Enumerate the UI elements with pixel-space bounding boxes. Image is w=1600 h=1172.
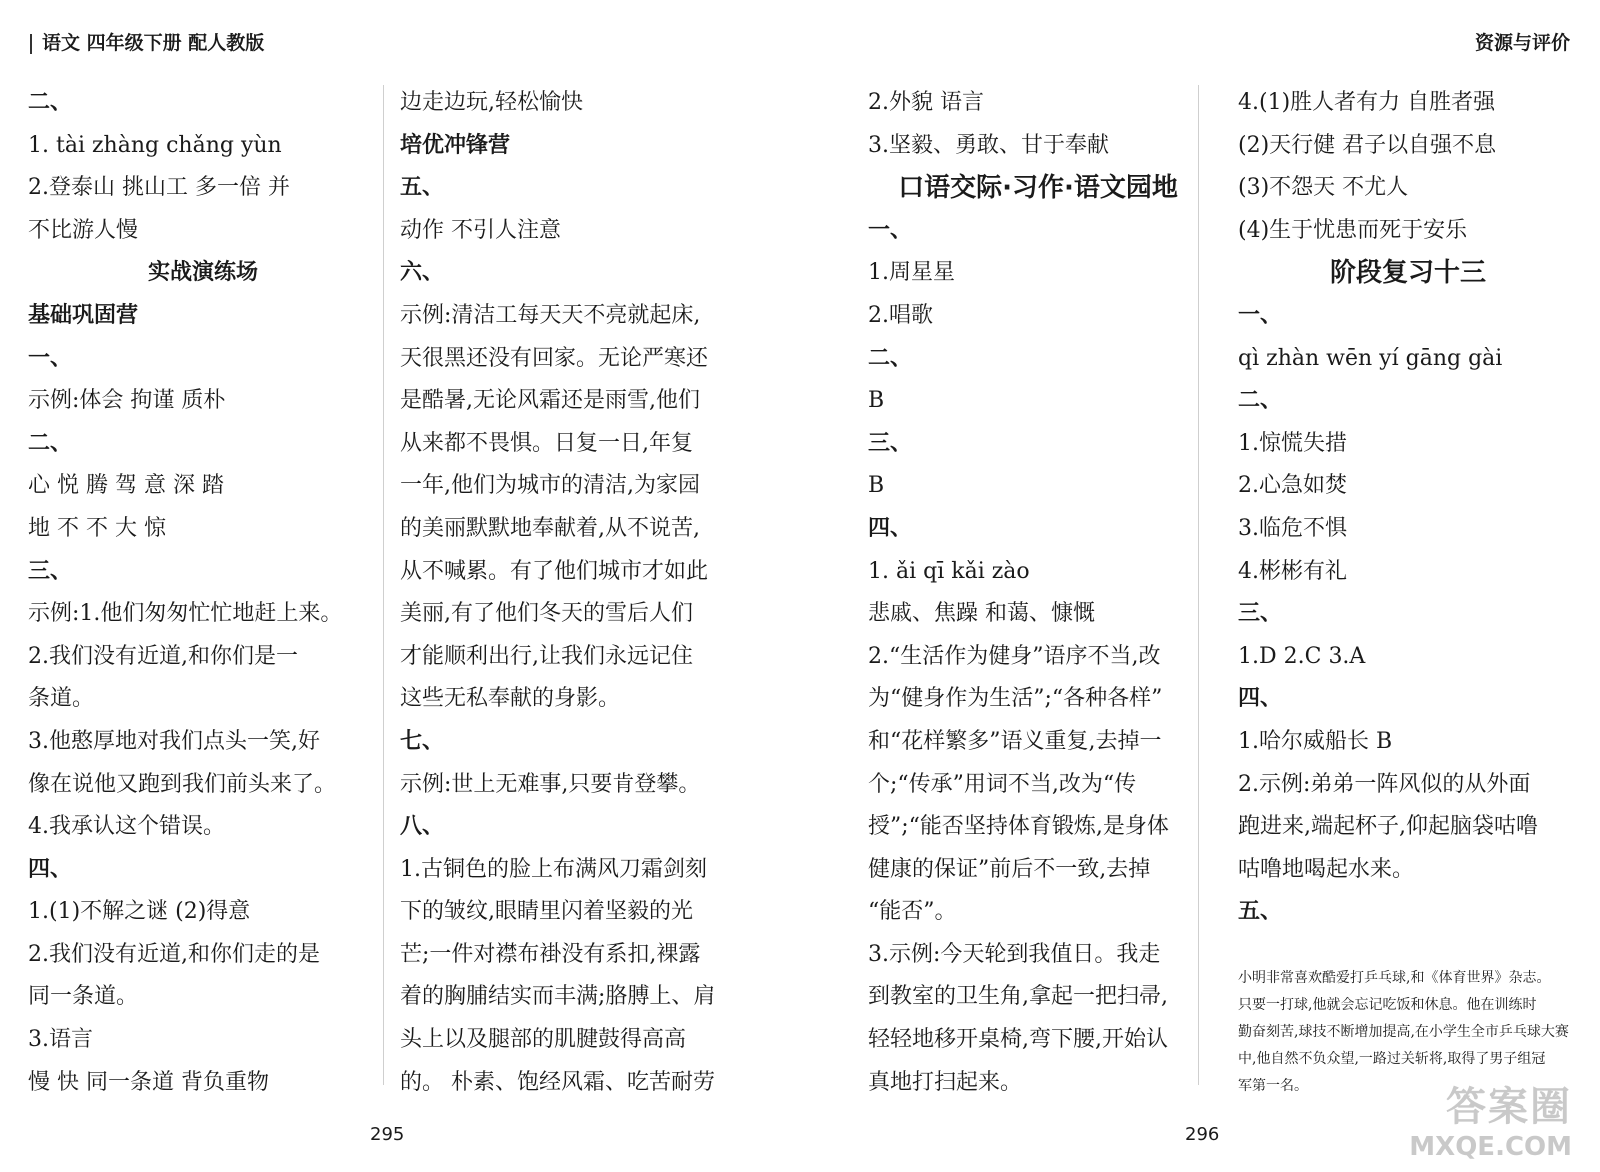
text-line: 是酷暑,无论风霜还是雨雪,他们 bbox=[400, 388, 700, 414]
handwritten-line: 只要一打球,他就会忘记吃饭和休息。他在训练时 bbox=[1238, 997, 1537, 1013]
section-heading: 五、 bbox=[1238, 899, 1283, 925]
text-line: 从不喊累。有了他们城市才如此 bbox=[400, 558, 709, 584]
text-line: 4.彬彬有礼 bbox=[1238, 558, 1347, 584]
handwritten-line: 中,他自然不负众望,一路过关斩将,取得了男子组冠 bbox=[1238, 1051, 1546, 1067]
section-heading: 八、 bbox=[400, 814, 445, 840]
text-line: “能否”。 bbox=[868, 899, 957, 925]
watermark-line2: MXQE.COM bbox=[1409, 1132, 1572, 1162]
text-line: 悲戚、焦躁 和蔼、慷慨 bbox=[868, 601, 1095, 627]
text-line: 美丽,有了他们冬天的雪后人们 bbox=[400, 601, 693, 627]
text-line: 边走边玩,轻松愉快 bbox=[400, 90, 583, 115]
handwritten-line: 勤奋刻苦,球技不断增加提高,在小学生全市乒乓球大赛 bbox=[1238, 1024, 1569, 1040]
text-line: 1.古铜色的脸上布满风刀霜剑刻 bbox=[400, 856, 707, 882]
section-heading: 四、 bbox=[1238, 686, 1283, 712]
section-heading: 阶段复习十三 bbox=[1329, 258, 1486, 289]
handwritten-line: 小明非常喜欢酷爱打乒乓球,和《体育世界》杂志。 bbox=[1238, 970, 1551, 986]
section-heading: 四、 bbox=[868, 515, 913, 541]
section-heading: 七、 bbox=[400, 728, 445, 754]
text-line: 4.(1)胜人者有力 自胜者强 bbox=[1238, 90, 1496, 115]
text-line: 3.坚毅、勇敢、甘于奉献 bbox=[868, 132, 1109, 158]
text-line: 芒;一件对襟布褂没有系扣,裸露 bbox=[400, 941, 701, 967]
text-line: 2.外貌 语言 bbox=[868, 90, 984, 115]
text-line: B bbox=[868, 388, 885, 414]
section-heading: 一、 bbox=[1238, 302, 1283, 328]
text-line: 从来都不畏惧。日复一日,年复 bbox=[400, 430, 693, 456]
text-line: 示例:体会 拘谨 质朴 bbox=[28, 388, 226, 414]
section-heading: 口语交际·习作·语文园地 bbox=[898, 173, 1178, 204]
text-line: 动作 不引人注意 bbox=[400, 217, 561, 243]
text-line: (4)生于忧患而死于安乐 bbox=[1238, 217, 1468, 243]
text-line: 1.D 2.C 3.A bbox=[1238, 643, 1366, 669]
text-line: 2.“生活作为健身”语序不当,改 bbox=[868, 643, 1161, 669]
section-heading: 二、 bbox=[1238, 388, 1283, 414]
column-divider bbox=[1198, 85, 1199, 1085]
text-line: 2.我们没有近道,和你们是一 bbox=[28, 643, 298, 669]
text-line: 的美丽默默地奉献着,从不说苦, bbox=[400, 515, 700, 541]
text-line: 天很黑还没有回家。无论严寒还 bbox=[400, 345, 709, 371]
section-heading: 三、 bbox=[1238, 601, 1283, 627]
text-line: 的。 朴素、饱经风霜、吃苦耐劳 bbox=[400, 1069, 715, 1095]
text-line: 地 不 不 大 惊 bbox=[28, 515, 166, 541]
text-line: 下的皱纹,眼睛里闪着坚毅的光 bbox=[400, 899, 693, 925]
text-line: 真地打扫起来。 bbox=[868, 1069, 1023, 1095]
section-heading: 六、 bbox=[400, 260, 445, 286]
text-line: 健康的保证”前后不一致,去掉 bbox=[868, 856, 1151, 882]
text-line: 2.唱歌 bbox=[868, 302, 933, 328]
section-heading: 三、 bbox=[868, 430, 913, 456]
header-bar-icon bbox=[30, 34, 32, 54]
watermark-line1: 答案圈 bbox=[1446, 1084, 1572, 1130]
text-line: 慢 快 同一条道 背负重物 bbox=[28, 1069, 269, 1095]
text-line: 和“花样繁多”语义重复,去掉一 bbox=[868, 728, 1162, 754]
page-number-left: 295 bbox=[370, 1124, 405, 1145]
column-4 bbox=[1238, 82, 1578, 934]
section-heading: 培优冲锋营 bbox=[400, 132, 511, 158]
text-line: 1.哈尔威船长 B bbox=[1238, 728, 1393, 754]
text-line: 示例:世上无难事,只要肯登攀。 bbox=[400, 771, 701, 797]
text-line: 头上以及腿部的肌腱鼓得高高 bbox=[400, 1027, 687, 1053]
text-line: 4.我承认这个错误。 bbox=[28, 814, 225, 840]
text-line: 心 悦 腾 驾 意 深 踏 bbox=[28, 473, 224, 499]
text-line: 1.惊慌失措 bbox=[1238, 430, 1347, 456]
watermark bbox=[1409, 1075, 1572, 1162]
book-header-right: 资源与评价 bbox=[1474, 32, 1570, 54]
text-line: 3.示例:今天轮到我值日。我走 bbox=[868, 941, 1161, 967]
text-line: 咕噜地喝起水来。 bbox=[1238, 856, 1415, 882]
book-header-left bbox=[30, 28, 264, 55]
section-heading: 四、 bbox=[28, 856, 73, 882]
text-line: (3)不怨天 不尤人 bbox=[1238, 175, 1409, 201]
column-3 bbox=[868, 82, 1208, 1104]
text-line: 1.周星星 bbox=[868, 260, 955, 286]
text-line: 个;“传承”用词不当,改为“传 bbox=[868, 771, 1137, 797]
column-divider bbox=[383, 85, 384, 1085]
text-line: 像在说他又跑到我们前头来了。 bbox=[28, 771, 337, 797]
text-line: 3.临危不惧 bbox=[1238, 515, 1347, 541]
text-line: 示例:1.他们匆匆忙忙地赶上来。 bbox=[28, 601, 343, 627]
section-heading: 五、 bbox=[400, 175, 445, 201]
text-line: 1. tài zhàng chǎng yùn bbox=[28, 132, 282, 158]
text-line: B bbox=[868, 473, 885, 499]
text-line: 条道。 bbox=[28, 686, 95, 712]
section-heading: 基础巩固营 bbox=[28, 302, 139, 328]
page-number-right: 296 bbox=[1185, 1124, 1220, 1145]
text-line: 同一条道。 bbox=[28, 984, 139, 1010]
text-line: 授”;“能否坚持体育锻炼,是身体 bbox=[868, 814, 1169, 840]
column-2 bbox=[400, 82, 740, 1104]
section-heading: 二、 bbox=[868, 345, 913, 371]
header-left-text: 语文 四年级下册 配人教版 bbox=[42, 32, 265, 54]
text-line: 轻轻地移开桌椅,弯下腰,开始认 bbox=[868, 1027, 1168, 1053]
text-line: 这些无私奉献的身影。 bbox=[400, 686, 621, 712]
text-line: 1. ǎi qī kǎi zào bbox=[868, 558, 1030, 584]
text-line: 不比游人慢 bbox=[28, 217, 139, 243]
text-line: 2.心急如焚 bbox=[1238, 473, 1347, 499]
text-line: 2.登泰山 挑山工 多一倍 并 bbox=[28, 175, 290, 201]
section-heading: 一、 bbox=[868, 217, 913, 243]
section-heading: 二、 bbox=[28, 430, 73, 456]
section-heading: 实战演练场 bbox=[147, 260, 258, 286]
text-line: qì zhàn wēn yí gāng gài bbox=[1238, 345, 1503, 371]
text-line: 着的胸脯结实而丰满;胳膊上、肩 bbox=[400, 984, 716, 1010]
text-line: 跑进来,端起杯子,仰起脑袋咕噜 bbox=[1238, 814, 1538, 840]
section-heading: 一、 bbox=[28, 345, 73, 371]
text-line: (2)天行健 君子以自强不息 bbox=[1238, 132, 1497, 158]
section-heading: 二、 bbox=[28, 90, 73, 115]
column-1 bbox=[28, 82, 378, 1104]
text-line: 示例:清洁工每天天不亮就起床, bbox=[400, 302, 701, 328]
text-line: 2.示例:弟弟一阵风似的从外面 bbox=[1238, 771, 1531, 797]
text-line: 为“健身作为生活”;“各种各样” bbox=[868, 686, 1163, 712]
text-line: 才能顺利出行,让我们永远记住 bbox=[400, 643, 693, 669]
text-line: 3.他憨厚地对我们点头一笑,好 bbox=[28, 728, 320, 754]
text-line: 到教室的卫生角,拿起一把扫帚, bbox=[868, 984, 1168, 1010]
text-line: 一年,他们为城市的清洁,为家园 bbox=[400, 473, 700, 499]
text-line: 1.(1)不解之谜 (2)得意 bbox=[28, 899, 251, 925]
text-line: 2.我们没有近道,和你们走的是 bbox=[28, 941, 320, 967]
handwritten-line: 军第一名。 bbox=[1238, 1078, 1308, 1094]
section-heading: 三、 bbox=[28, 558, 73, 584]
text-line: 3.语言 bbox=[28, 1027, 93, 1053]
